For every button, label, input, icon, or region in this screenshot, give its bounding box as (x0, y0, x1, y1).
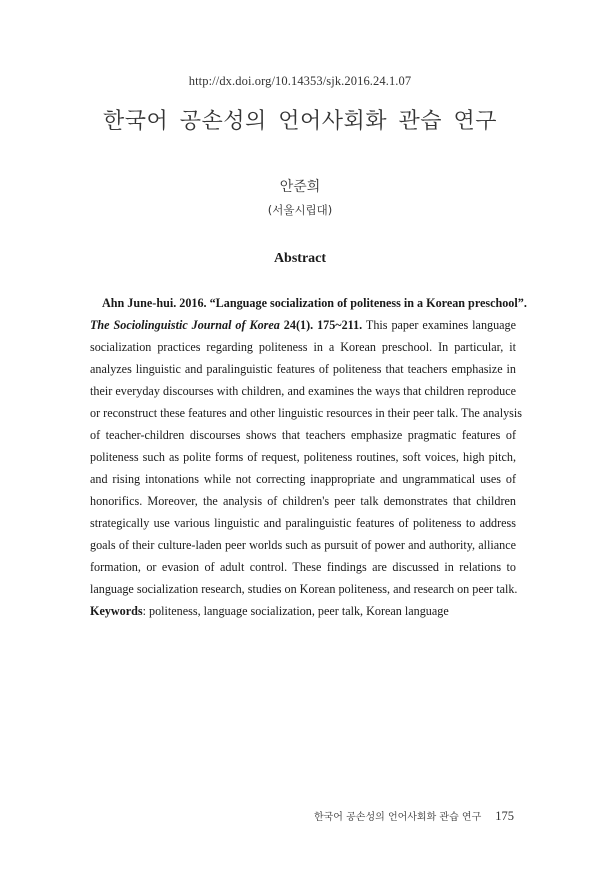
doi-link[interactable]: http://dx.doi.org/10.14353/sjk.2016.24.1.07 (188, 74, 412, 88)
abstract-line: and rising intonations while not correcting inappropriate and ungrammatical uses of (90, 472, 516, 486)
abstract-line: their everyday discourses with children, and examines the ways that children reproduce (90, 384, 516, 398)
citation-line (90, 292, 527, 314)
abstract-line: strategically use various linguistic and paralinguistic features of politeness to address (90, 516, 516, 530)
running-title: 한국어 공손성의 언어사회화 관습 연구 (313, 812, 482, 823)
abstract-line: politeness such as polite forms of request, politeness routines, soft voices, high pitch, (90, 450, 516, 464)
abstract-line: formation, or evasion of adult control. These findings are discussed in relations to (90, 560, 516, 574)
keywords-label: Keywords (90, 604, 143, 618)
author-name: 안준희 (279, 179, 321, 195)
abstract-line: honorifics. Moreover, the analysis of children's peer talk demonstrates that children (90, 494, 516, 508)
keywords-line (90, 600, 516, 622)
page-footer (314, 808, 514, 824)
paper-title: 한국어 공손성의 언어사회화 관습 연구 (102, 109, 497, 134)
abstract-line: or reconstruct these features and other linguistic resources in their peer talk. The analysis (90, 406, 522, 420)
abstract-line: goals of their culture-laden peer worlds such as pursuit of power and authority, alliance (90, 538, 516, 552)
citation-author: Ahn June-hui. 2016. “Language socialization of politeness in a Korean preschool”. (102, 296, 527, 310)
abstract-line: of teacher-children discourses shows that teachers emphasize pragmatic features of (90, 428, 516, 442)
journal-name: The Sociolinguistic Journal of Korea (90, 318, 280, 332)
abstract-heading: Abstract (273, 251, 327, 266)
citation-line-2 (90, 314, 516, 336)
abstract-body (90, 292, 527, 622)
keywords-text: : politeness, language socialization, peer talk, Korean language (142, 604, 449, 618)
volume-pages: 24(1). 175~211. (279, 318, 363, 332)
abstract-text-start: This paper examines language (362, 318, 516, 332)
author-affiliation: (서울시립대) (267, 203, 333, 217)
abstract-line: analyzes linguistic and paralinguistic features of politeness that teachers emphasize in (90, 362, 516, 376)
page-number: 175 (495, 809, 514, 823)
abstract-line: socialization practices regarding politeness in a Korean preschool. In particular, it (90, 340, 516, 354)
abstract-line: language socialization research, studies on Korean politeness, and research on peer talk. (90, 582, 518, 596)
